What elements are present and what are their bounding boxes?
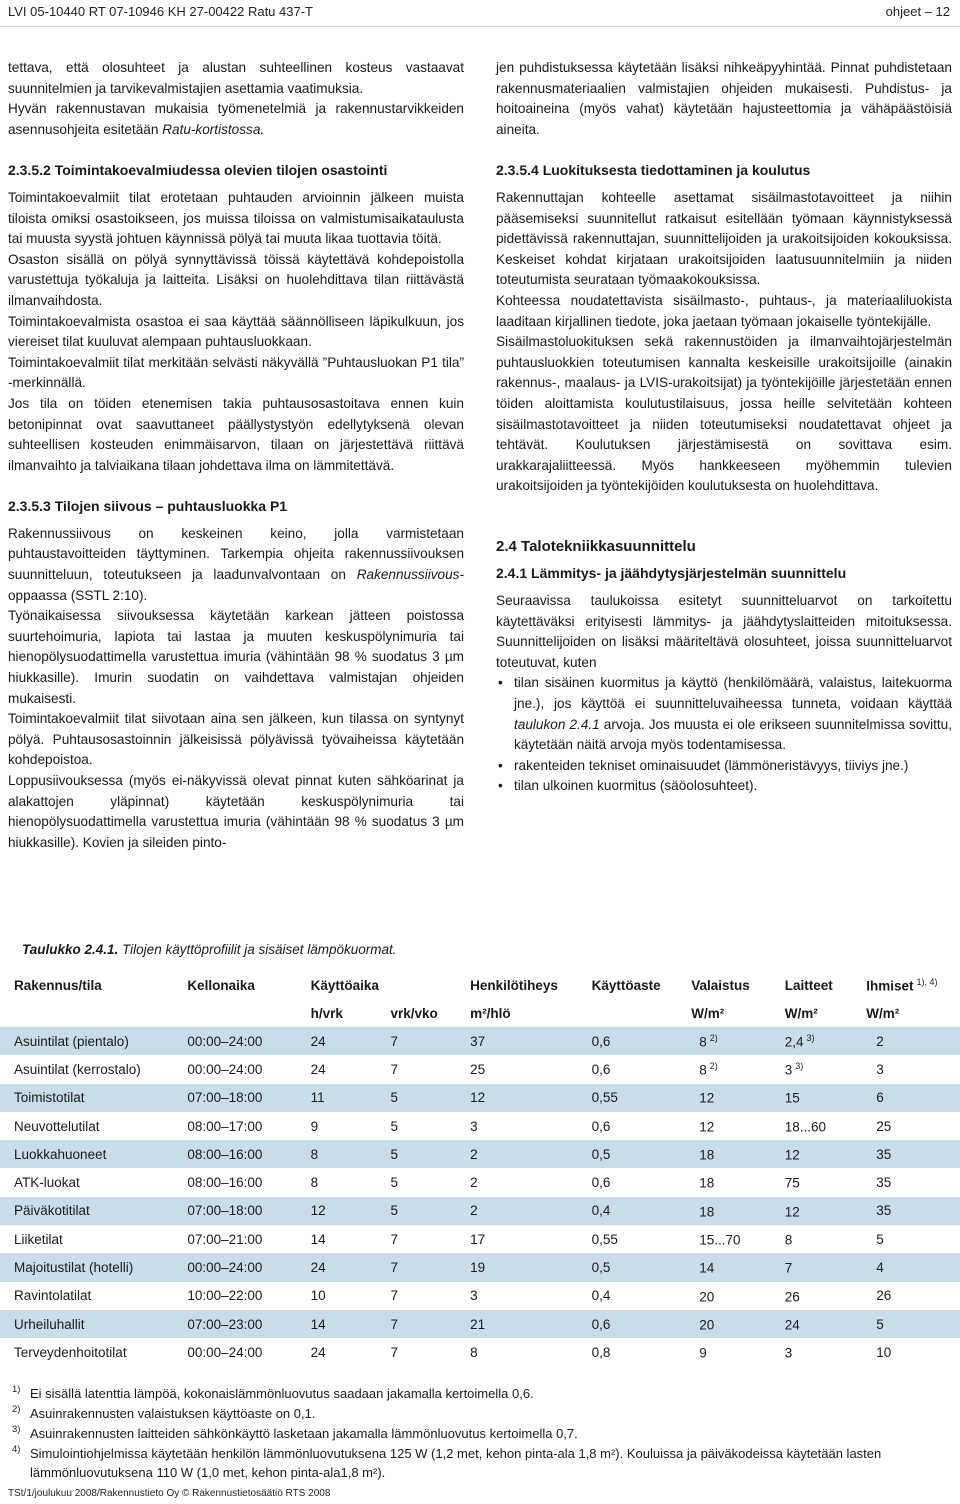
value-cell: 21	[466, 1310, 588, 1338]
col-header: Rakennus/tila	[14, 977, 102, 993]
value-cell: 00:00–24:00	[187, 1061, 263, 1077]
cell-value: 7	[784, 1260, 793, 1276]
value-cell	[687, 1197, 781, 1225]
table-row	[0, 1140, 960, 1168]
paragraph: Rakennuttajan kohteelle asettamat sisäilmastotavoitteet ja niihin pääsemiseksi suunnitellut ratkaisut esitellään työmaan käynnistyksessä pidettävissä rakennuttajan, suunnittelijoiden ja urakoitsijoiden kokouksissa. Keskeiset kohdat kirjataan urakoitsijoiden laatusuunnitelmiin ja niiden toteutumista seurataan työmaakokouksissa.	[496, 189, 952, 288]
cell-value: 18	[699, 1147, 715, 1163]
value-cell	[687, 1027, 781, 1055]
value-cell: 10	[876, 1344, 892, 1360]
text: Sisäilmastoluokituksen sekä rakennustöiden ja ilmanvaihtojärjestelmän puhtausluokkien toteutumisen kannalta keskeisille urakoitsijoille (ainakin rakennus-, maalaus- ja LVIS-urakoitsijat) ja työntekijöille järjestetään ennen töiden aloittamista koulutustilaisuus, jossa heille selvitetään kohteen sisäilmastotavoitteet ja niiden toteutumiseksi noudatettavat ohjeet ja tehtävät. Koulutuksen järjestämisestä on sovittava esim. urakkara	[496, 334, 952, 473]
col-header: Käyttöaika	[310, 977, 379, 993]
paragraph: Seuraavissa taulukoissa esitetyt suunnitteluarvot on tarkoitettu käytettäväksi erityisesti lämmitys- ja jäähdytyslaitteiden mitoituksessa. Suunnittelijoiden on lisäksi määriteltävä olosuhteet, joissa suunnitteluarvot toteutuvat, kuten	[496, 593, 952, 670]
table-row	[0, 1338, 960, 1366]
value-cell	[687, 1084, 781, 1112]
cell-value: 20	[699, 1289, 715, 1305]
value-cell	[781, 1338, 863, 1366]
ratu-link: Ratu-kortistossa.	[162, 121, 265, 137]
value-cell: 7	[387, 1027, 467, 1055]
value-cell: 12	[466, 1084, 588, 1112]
unit-cell: vrk/vko	[390, 1006, 438, 1021]
cell-value: 9	[699, 1345, 707, 1361]
guide-title: Rakennussiivous-	[356, 567, 464, 583]
value-cell: 0,55	[588, 1084, 688, 1112]
col-header: Kellonaika	[187, 977, 255, 993]
caption-label: Taulukko 2.4.1.	[22, 942, 119, 957]
value-cell: 24	[307, 1253, 387, 1281]
value-cell	[687, 1282, 781, 1310]
table-reference: taulukon 2.4.1	[514, 716, 600, 732]
value-cell: 4	[862, 1253, 960, 1281]
footnote-ref: 2)	[709, 1061, 718, 1072]
cell-value: 15...70	[699, 1232, 741, 1248]
value-cell: 08:00–16:00	[183, 1140, 306, 1168]
value-cell: 10:00–22:00	[187, 1288, 263, 1304]
footnote-ref: 3)	[795, 1061, 804, 1072]
value-cell	[781, 1140, 863, 1168]
value-cell: 24	[307, 1027, 387, 1055]
value-cell: 7	[387, 1253, 467, 1281]
table-row	[0, 1168, 960, 1196]
footnote	[12, 1404, 315, 1423]
value-cell: 0,5	[588, 1253, 688, 1281]
cell-value: 26	[784, 1289, 800, 1305]
col-header: Henkilötiheys	[470, 977, 558, 993]
cell-value: 12	[784, 1204, 800, 1220]
footnote-mark: 2)	[12, 1404, 21, 1415]
paragraph: Jos tila on töiden etenemisen takia puhtausosastoitava ennen kuin betonipinnat ovat saavuttaneet päällystystyön edellytyksenä olevan suhteellisen kosteuden enimmäisarvon, tilaan on järjestettävä riittävä ilmanvaihto ja talviaikana tilaan johdettava ilma on lämmitettävä.	[8, 395, 464, 473]
space-type-cell: Majoitustilat (hotelli)	[0, 1253, 183, 1281]
value-cell: 14	[307, 1310, 387, 1338]
value-cell: 35	[862, 1140, 960, 1168]
value-cell: 7	[390, 1344, 399, 1360]
usage-profile-table	[0, 970, 960, 1367]
footnote-text: Asuinrakennusten laitteiden sähkönkäyttö lasketaan jakamalla lämmönluovutus kertoimella 0,7.	[30, 1426, 578, 1441]
text: Hyvän rakennustavan mukaisia työmenetelmiä ja rakennustarvikkeiden asennusohjeita esitetään	[8, 101, 464, 137]
value-cell: 8	[470, 1344, 478, 1360]
value-cell: 07:00–21:00	[187, 1231, 263, 1247]
space-type-cell: Päiväkotitilat	[0, 1197, 183, 1225]
value-cell: 7	[390, 1231, 399, 1247]
cell-value: 20	[699, 1317, 715, 1333]
value-cell: 5	[390, 1175, 399, 1191]
value-cell	[687, 1253, 781, 1281]
cell-value: 8	[784, 1232, 793, 1248]
value-cell: 14	[310, 1231, 326, 1247]
value-cell: 10	[310, 1288, 326, 1304]
footnote-text: Ei sisällä latenttia lämpöä, kokonaislämmönluovutus saadaan jakamalla kertoimella 0,6.	[30, 1386, 534, 1401]
value-cell	[687, 1310, 781, 1338]
value-cell	[687, 1168, 781, 1196]
value-cell: 00:00–24:00	[187, 1344, 263, 1360]
value-cell: 26	[876, 1288, 892, 1304]
text: Myös hankkeeseen myöhemmin tulevien urakoitsijoiden ja työntekijöiden koulutuksesta on huolehdittava.	[496, 457, 952, 494]
col-header	[862, 970, 960, 1000]
cell-value: 18	[699, 1175, 715, 1191]
paragraph: Toimintakoevalmiit tilat merkitään selvästi näkyvällä ”Puhtausluokan P1 tila” -merkinnällä.	[8, 354, 464, 391]
unit-cell: W/m²	[784, 1006, 818, 1021]
footnote-ref: 2)	[709, 1032, 718, 1043]
value-cell	[781, 1084, 863, 1112]
footnote-mark: 4)	[12, 1444, 21, 1455]
space-type-cell: Liiketilat	[14, 1231, 63, 1247]
value-cell: 12	[307, 1197, 387, 1225]
unit-cell	[0, 1000, 183, 1027]
value-cell: 9	[310, 1118, 319, 1134]
page-footer: TSt/1/joulukuu 2008/Rakennustieto Oy © Rakennustietosäätiö RTS 2008	[8, 1488, 331, 1499]
cell-value: 3	[784, 1345, 793, 1361]
value-cell	[781, 1282, 863, 1310]
footnote	[12, 1424, 578, 1443]
col-header: Käyttöaste	[591, 977, 661, 993]
paragraph: Toimintakoevalmiit tilat siivotaan aina sen jälkeen, kun tilassa on syntynyt pölyä. Puhtausosastoinnin jälkeisissä pölyävissä työvaiheissa käytetään kohdepoistoa.	[8, 711, 464, 768]
value-cell	[687, 1140, 781, 1168]
bullet-item: • tilan ulkoinen kuormitus (säöolosuhteet).	[496, 776, 952, 797]
table-row	[0, 1253, 960, 1281]
cell-value: 12	[784, 1147, 800, 1163]
value-cell	[781, 1168, 863, 1196]
value-cell	[781, 1112, 863, 1140]
text: oppaassa (SSTL 2:10).	[8, 587, 148, 603]
table-row	[0, 1084, 960, 1112]
value-cell	[687, 1055, 781, 1083]
value-cell: 11	[307, 1084, 387, 1112]
value-cell: 2	[466, 1197, 588, 1225]
col-header: Valaistus	[691, 977, 750, 993]
value-cell: 3	[470, 1118, 478, 1134]
section-heading-2353: 2.3.5.3 Tilojen siivous – puhtausluokka P1	[8, 498, 288, 515]
header-divider	[0, 26, 960, 27]
value-cell: 25	[876, 1118, 892, 1134]
col-header	[387, 970, 467, 1000]
cell-value: 2,4	[784, 1034, 804, 1050]
table-row	[0, 1282, 960, 1310]
value-cell: 17	[470, 1231, 486, 1247]
cell-value: 8	[699, 1034, 707, 1050]
unit-cell: W/m²	[866, 1006, 900, 1021]
value-cell: 7	[387, 1310, 467, 1338]
section-heading-24: 2.4 Talotekniikkasuunnittelu	[496, 537, 696, 555]
value-cell: 07:00–18:00	[183, 1197, 306, 1225]
section-heading-2352: 2.3.5.2 Toimintakoevalmiudessa olevien tilojen osastointi	[8, 162, 388, 179]
paragraph: Kohteessa noudatettavista sisäilmasto-, puhtaus-, ja materiaaliluokista laaditaan kirjallinen tiedote, joka jaetaan työmaan jokaiselle työntekijälle.	[496, 292, 952, 329]
table-row	[0, 1027, 960, 1055]
value-cell	[781, 1310, 863, 1338]
paragraph	[8, 99, 464, 140]
col-header-text: Ihmiset	[866, 978, 914, 994]
paragraph: Loppusiivouksessa (myös ei-näkyvissä olevat pinnat kuten sähköarinat ja alakattojen yläpinnat) käytetään keskuspölynimuria tai hienopölysuodattimella varustettua imuria (vähintään 98 % suodatus 3 µm hiukkasille). Kovien ja sileiden pinto-	[8, 773, 464, 850]
unit-cell	[588, 1000, 688, 1027]
value-cell: 35	[876, 1175, 892, 1191]
value-cell: 0,6	[588, 1310, 688, 1338]
col-header: Laitteet	[784, 977, 833, 993]
space-type-cell: Toimistotilat	[0, 1084, 183, 1112]
table-row	[0, 1310, 960, 1338]
value-cell	[781, 1225, 863, 1253]
table-body	[0, 1027, 960, 1367]
value-cell: 37	[466, 1027, 588, 1055]
footnote-mark: 1)	[12, 1384, 21, 1395]
value-cell: 3	[470, 1288, 478, 1304]
value-cell: 5	[862, 1310, 960, 1338]
table-units-row	[0, 1000, 960, 1027]
paragraph: Toimintakoevalmiit tilat erotetaan puhtauden arvioinnin jälkeen muista tiloista omiksi osastoikseen, jos muissa tiloissa on valmistumisaikataulusta tai muusta syystä johtuen käynnissä pölyä tai muuta likaa tuottavia töitä.	[8, 189, 464, 247]
table-row	[0, 1055, 960, 1083]
value-cell: 5	[387, 1197, 467, 1225]
value-cell: 07:00–23:00	[183, 1310, 306, 1338]
space-type-cell: Asuintilat (pientalo)	[0, 1027, 183, 1055]
table-header-row	[0, 970, 960, 1000]
section-heading-2354: 2.3.5.4 Luokituksesta tiedottaminen ja koulutus	[496, 162, 811, 179]
footnote	[12, 1444, 932, 1482]
value-cell: 0,6	[588, 1027, 688, 1055]
footnote-ref: 3)	[806, 1032, 815, 1043]
space-type-cell: Terveydenhoitotilat	[14, 1344, 127, 1360]
footnote-mark: 3)	[12, 1424, 21, 1435]
cell-value: 12	[699, 1090, 715, 1106]
paragraph	[8, 524, 464, 606]
cell-value: 15	[784, 1090, 800, 1106]
paragraph: Työnaikaisessa siivouksessa käytetään karkean jätteen poistossa suurtehoimuria, lapiota tai lastaa ja muuten keskuspölynimuria tai hienopölysuodattimella varustettua imuria (vähintään 98 % suodatus 3 µm hiukkasille). Imurin suodatin on vaihdettava valmistajan ohjeiden mukaisesti.	[8, 608, 464, 706]
value-cell: 08:00–16:00	[187, 1175, 263, 1191]
unit-cell: m²/hlö	[470, 1006, 511, 1021]
value-cell: 07:00–18:00	[183, 1084, 306, 1112]
value-cell: 8	[310, 1175, 319, 1191]
value-cell: 2	[466, 1140, 588, 1168]
left-column	[8, 58, 464, 853]
footnote-text: Asuinrakennusten valaistuksen käyttöaste on 0,1.	[30, 1406, 316, 1421]
paragraph: tettava, että olosuhteet ja alustan suhteellinen kosteus vastaavat suunnitelmien ja tarvikevalmistajien asettamia vaatimuksia.	[8, 60, 464, 96]
text: jaliitteessä.	[548, 457, 617, 473]
cell-value: 12	[699, 1119, 715, 1135]
value-cell	[781, 1197, 863, 1225]
table-row	[0, 1112, 960, 1140]
space-type-cell: Neuvottelutilat	[14, 1118, 100, 1134]
value-cell: 00:00–24:00	[183, 1027, 306, 1055]
value-cell	[687, 1112, 781, 1140]
value-cell: 5	[390, 1118, 399, 1134]
value-cell: 35	[862, 1197, 960, 1225]
footnote-ref: 1), 4)	[916, 976, 938, 987]
footnote	[12, 1384, 534, 1403]
value-cell: 6	[862, 1084, 960, 1112]
value-cell: 0,4	[588, 1197, 688, 1225]
cell-value: 14	[699, 1260, 715, 1276]
paragraph: jen puhdistuksessa käytetään lisäksi nihkeäpyyhintää. Pinnat puhdistetaan rakennusmateriaalien valmistajien ohjeiden mukaisesti. Puhdistus- ja hoitoaineina (myös vahat) käytetään hajusteettomia ja vähäpäästöisiä aineita.	[496, 60, 952, 137]
cell-value: 8	[699, 1062, 707, 1078]
unit-cell	[183, 1000, 306, 1027]
value-cell: 8	[307, 1140, 387, 1168]
value-cell: 0,6	[591, 1061, 611, 1077]
unit-cell: W/m²	[691, 1006, 725, 1021]
text: Rakennussiivous on keskeinen keino, jolla varmistetaan puhtaustavoitteiden täyttyminen. Tarkempia ohjeita rakennussiivouksen suunnitteluun, toteutukseen ja laadunvalvontaan on	[8, 525, 464, 583]
bullet-item: • rakenteiden tekniset ominaisuudet (lämmöneristävyys, tiiviys jne.)	[496, 756, 952, 777]
value-cell: 19	[466, 1253, 588, 1281]
value-cell: 25	[470, 1061, 486, 1077]
text: tilan sisäinen kuormitus ja käyttö (henkilömäärä, valaistus, laitekuorma jne.), jos käyttöä ei suunnitteluvaiheessa tunneta, voidaan käyttää	[514, 675, 952, 712]
value-cell: 0,55	[591, 1231, 618, 1247]
space-type-cell: Luokkahuoneet	[0, 1140, 183, 1168]
cell-value: 18	[699, 1204, 715, 1220]
bullet-item	[496, 673, 952, 755]
cell-value: 24	[784, 1317, 800, 1333]
value-cell: 0,4	[591, 1288, 611, 1304]
value-cell	[781, 1027, 863, 1055]
value-cell: 08:00–17:00	[187, 1118, 263, 1134]
value-cell	[781, 1253, 863, 1281]
space-type-cell: Asuintilat (kerrostalo)	[14, 1061, 141, 1077]
table-caption	[22, 942, 397, 957]
cell-value: 18...60	[784, 1119, 827, 1135]
right-column	[496, 58, 952, 797]
value-cell: 0,6	[591, 1118, 611, 1134]
value-cell: 5	[387, 1084, 467, 1112]
space-type-cell: Ravintolatilat	[14, 1288, 92, 1304]
value-cell: 7	[390, 1061, 399, 1077]
section-heading-241: 2.4.1 Lämmitys- ja jäähdytysjärjestelmän suunnittelu	[496, 565, 847, 582]
value-cell: 24	[310, 1344, 326, 1360]
value-cell: 5	[876, 1231, 884, 1247]
caption-text: Tilojen käyttöprofiilit ja sisäiset lämpökuormat.	[118, 942, 397, 957]
table-row	[0, 1225, 960, 1253]
text: arvoja. Jos muusta ei ole erikseen suunnitelmissa sovittu, käytetään näitä arvoja myös todentamisessa.	[514, 716, 953, 753]
space-type-cell: ATK-luokat	[14, 1175, 80, 1191]
table-row	[0, 1197, 960, 1225]
space-type-cell: Urheiluhallit	[0, 1310, 183, 1338]
value-cell: 7	[390, 1288, 399, 1304]
value-cell: 0,8	[591, 1344, 611, 1360]
value-cell: 5	[387, 1140, 467, 1168]
cell-value: 75	[784, 1175, 800, 1191]
value-cell: 2	[470, 1175, 478, 1191]
value-cell: 0,5	[588, 1140, 688, 1168]
value-cell	[687, 1338, 781, 1366]
value-cell	[687, 1225, 781, 1253]
page-number: ohjeet – 12	[885, 4, 950, 19]
header-codes: LVI 05-10440 RT 07-10946 KH 27-00422 Ratu 437-T	[8, 4, 313, 19]
paragraph: Toimintakoevalmista osastoa ei saa käyttää säännölliseen läpikulkuun, jos viereiset tilat kuuluvat alempaan puhtausluokkaan.	[8, 313, 464, 350]
paragraph: Osaston sisällä on pölyä synnyttävissä töissä käytettävä kohdepoistolla varustettuja työkaluja ja laitteita. Lisäksi on huolehdittava tilan riittävästä ilmanvaihdosta.	[8, 251, 464, 308]
unit-cell: h/vrk	[310, 1006, 343, 1021]
cell-value: 3	[784, 1062, 793, 1078]
value-cell: 00:00–24:00	[183, 1253, 306, 1281]
paragraph	[496, 332, 952, 497]
value-cell: 3	[876, 1061, 884, 1077]
value-cell: 24	[310, 1061, 326, 1077]
value-cell	[781, 1055, 863, 1083]
value-cell: 2	[862, 1027, 960, 1055]
footnote-text: Simulointiohjelmissa käytetään henkilön lämmönluovutuksena 125 W (1,2 met, kehon pinta-ala 1,8 m²). Kouluissa ja päiväkodeissa käytetään lasten lämmönluovutuksena 110 W (1,0 met, kehon pinta-ala1,8 m²).	[30, 1446, 882, 1480]
value-cell: 0,6	[591, 1175, 611, 1191]
